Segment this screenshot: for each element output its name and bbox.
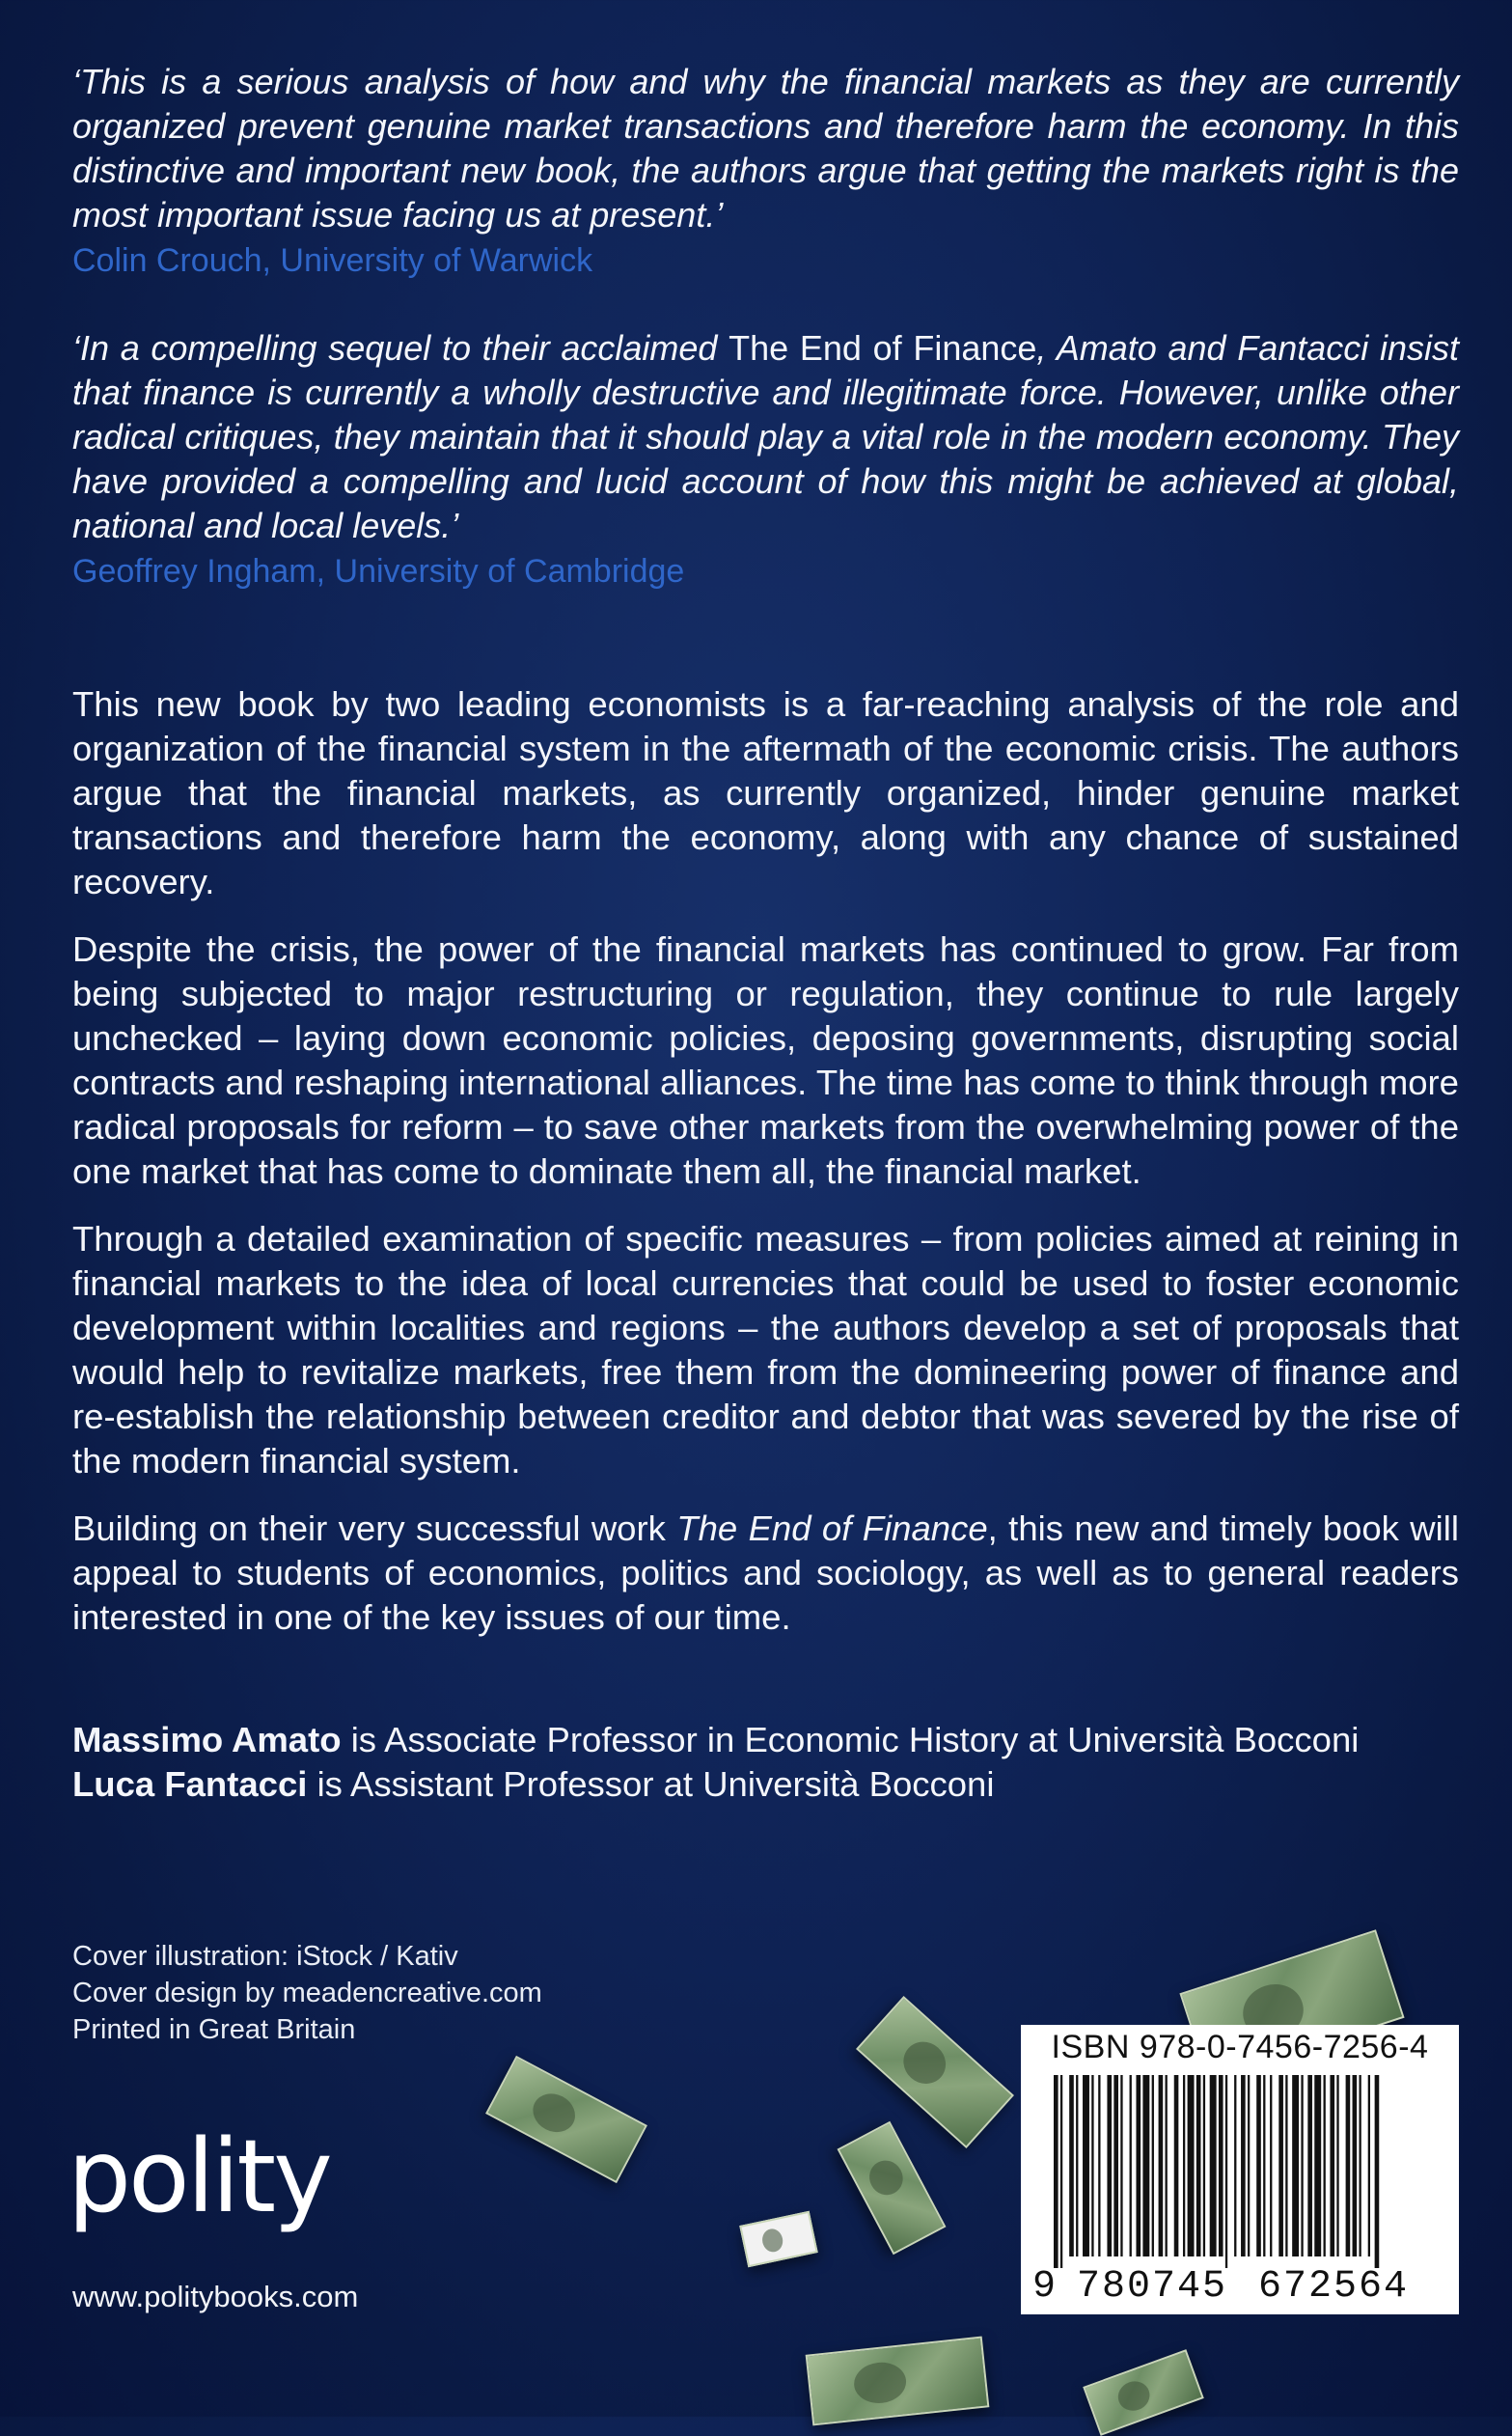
barcode-bar (1336, 2075, 1338, 2256)
credit-line: Cover design by meadencreative.com (72, 1978, 542, 2008)
description-paragraph: Building on their very successful work The End of Finance, this new and timely book will appeal to students of economics, politics and sociology, as well as to general readers interested in one of the key issues of our time. (72, 1509, 1459, 1637)
publisher-url: www.politybooks.com (72, 2280, 359, 2313)
barcode-bar (1120, 2075, 1122, 2256)
barcode-bar (1248, 2075, 1250, 2256)
barcode-bar (1152, 2075, 1154, 2256)
barcode-icon (1034, 2075, 1445, 2268)
barcode-bar (1263, 2075, 1265, 2256)
credit-line: Cover illustration: iStock / Kativ (72, 1941, 458, 1972)
banknote-decoration (838, 2121, 947, 2256)
author-bio: Massimo Amato is Associate Professor in Economic History at Università Bocconi (72, 1720, 1360, 1759)
barcode-bar (1183, 2075, 1185, 2256)
barcode-bar (1359, 2075, 1361, 2256)
author-bio: Luca Fantacci is Assistant Professor at Università Bocconi (72, 1764, 995, 1804)
barcode-bar (1098, 2075, 1100, 2256)
barcode-bar (1142, 2075, 1149, 2256)
barcode-bar (1130, 2075, 1132, 2256)
barcode-bar (1166, 2075, 1168, 2256)
book-description (72, 682, 1459, 1663)
barcode-bar (1060, 2075, 1062, 2268)
quote-text: ‘This is a serious analysis of how and why the financial markets as they are currently organized prevent genuine market transactions and therefore harm the economy. In this distinctive and important new book, the authors argue that getting the markets right is the most important issue facing us at present.’ (72, 62, 1459, 235)
barcode-bar (1196, 2075, 1201, 2256)
quote-attribution: Colin Crouch, University of Warwick (72, 242, 593, 279)
barcode-bar (1234, 2075, 1236, 2256)
barcode-bar (1375, 2075, 1380, 2268)
barcode-bar (1285, 2075, 1287, 2256)
barcode-bar (1091, 2075, 1093, 2256)
banknote-decoration (485, 2056, 647, 2183)
endorsement-quote-2 (72, 326, 1459, 593)
barcode-bar (1330, 2075, 1334, 2256)
publisher-logo: polity (68, 2118, 330, 2235)
cover-credits (72, 1938, 542, 2048)
barcode-bar (1076, 2075, 1078, 2256)
barcode-bar (1107, 2075, 1112, 2256)
barcode-bar (1270, 2075, 1272, 2256)
barcode-bar (1054, 2075, 1058, 2268)
barcode-bar (1241, 2075, 1246, 2256)
barcode-bar (1314, 2075, 1321, 2256)
barcode-bar (1324, 2075, 1326, 2256)
description-paragraph: Despite the crisis, the power of the financial markets has continued to grow. Far from being subjected to major restructuring or regulation, they continue to rule largely unchecked – laying down economic policies, deposing governments, disrupting social contracts and reshaping international alliances. The time has come to think through more radical proposals for reform – to save other markets from the overwhelming power of the one market that has come to dominate them all, the financial market. (72, 929, 1459, 1191)
barcode-bar (1069, 2075, 1074, 2256)
author-name: Luca Fantacci (72, 1764, 308, 1804)
barcode-bar (1083, 2075, 1089, 2256)
barcode-bar (1203, 2075, 1205, 2256)
barcode-bar (1136, 2075, 1141, 2256)
banknote-decoration (806, 2337, 990, 2426)
description-paragraph: Through a detailed examination of specific measures – from policies aimed at reining in financial markets to the idea of local currencies that could be used to foster economic development within localities and regions – the authors develop a set of proposals that would help to revitalize markets, free them from the domineering power of finance and re-establish the relationship between creditor and debtor that was severed by the rise of the modern financial system. (72, 1219, 1459, 1481)
barcode-bar (1225, 2075, 1227, 2268)
barcode-bar (1188, 2075, 1195, 2256)
author-name: Massimo Amato (72, 1720, 342, 1759)
barcode-bar (1353, 2075, 1358, 2256)
credit-line: Printed in Great Britain (72, 2014, 356, 2045)
isbn-barcode: ISBN 978-0-7456-7256-4 9 780745 672564 (1021, 2025, 1459, 2314)
barcode-bar (1174, 2075, 1179, 2256)
barcode-bar (1301, 2075, 1303, 2256)
barcode-bar (1346, 2075, 1351, 2256)
quoted-book-title: The End of Finance (729, 328, 1037, 368)
barcode-bar (1278, 2075, 1283, 2256)
isbn-label: ISBN 978-0-7456-7256-4 (1051, 2029, 1429, 2065)
barcode-bar (1210, 2075, 1217, 2256)
barcode-bar (1159, 2075, 1164, 2256)
barcode-bar (1113, 2075, 1118, 2256)
barcode-bar (1256, 2075, 1261, 2256)
description-paragraph: This new book by two leading economists is a far-reaching analysis of the role and organization of the financial system in the aftermath of the economic crisis. The authors argue that the financial markets, as currently organized, hinder genuine market transactions and therefore harm the economy, along with any chance of sustained recovery. (72, 684, 1459, 901)
banknote-decoration (739, 2211, 818, 2267)
barcode-bar (1292, 2075, 1299, 2256)
barcode-bar (1307, 2075, 1312, 2256)
endorsement-quote-1 (72, 60, 1459, 282)
quote-text: ‘In a compelling sequel to their acclaimed The End of Finance, Amato and Fantacci insist that finance is currently a wholly destructive and illegitimate force. However, unlike other radical critiques, they maintain that it should play a vital role in the modern economy. They have provided a compelling and lucid account of how this might be achieved at global, national and local levels.’ (72, 328, 1460, 545)
author-bios (72, 1718, 1459, 1807)
book-title-reference: The End of Finance (676, 1509, 988, 1548)
quote-attribution: Geoffrey Ingham, University of Cambridge (72, 553, 685, 590)
barcode-bar (1219, 2075, 1223, 2256)
banknote-decoration (1083, 2349, 1204, 2436)
barcode-bar (1368, 2075, 1370, 2256)
